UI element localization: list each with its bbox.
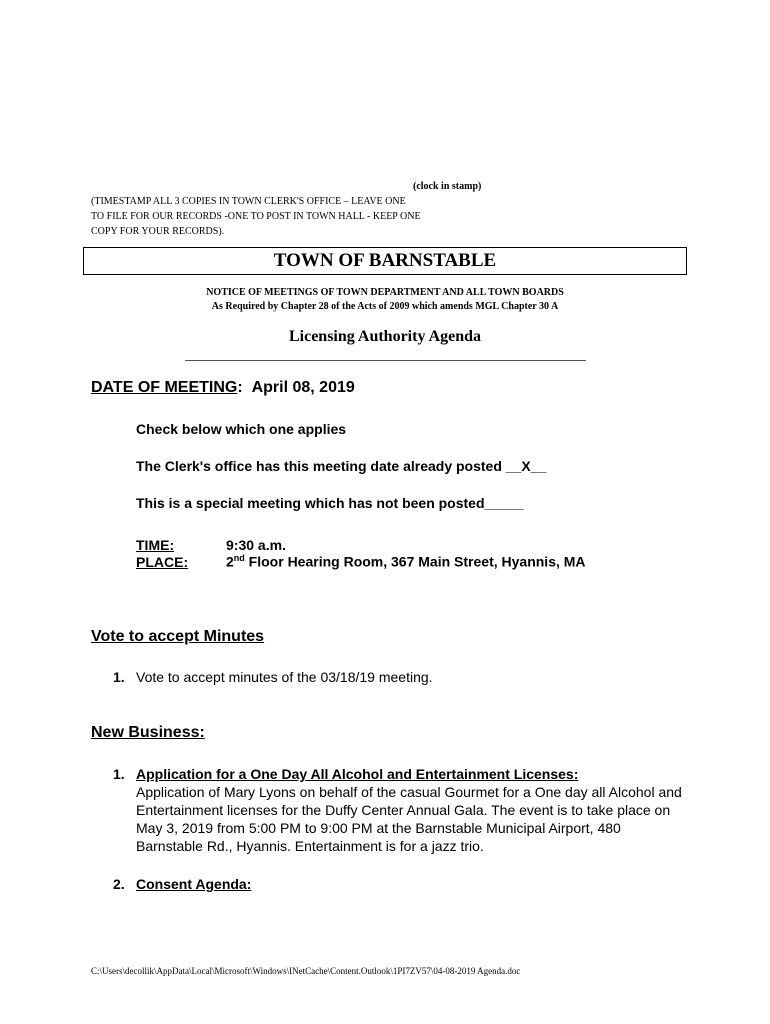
business-item-1-title xyxy=(136,766,578,782)
business-item-1-description: Application of Mary Lyons on behalf of the casual Gourmet for a One day all Alcohol and Entertainment licenses for the Duffy Center Annual Gala. The event is to take place on May 3, 2019 from 5:00 PM to 9:00 PM at the Barnstable Municipal Airport, 480 Barnstable Rd., Hyannis. Entertainment is for a jazz trio. xyxy=(136,784,682,854)
business-item-2-title-text: Consent Agenda: xyxy=(136,876,252,892)
business-item-1-title-text: Application for a One Day All Alcohol and Entertainment Licenses: xyxy=(136,766,579,782)
meeting-date xyxy=(91,379,355,397)
place-floor-suffix: nd xyxy=(233,553,245,563)
meeting-date-value: April 08, 2019 xyxy=(251,379,355,396)
business-item-1-number: 1. xyxy=(113,766,125,782)
timestamp-instructions: (TIMESTAMP ALL 3 COPIES IN TOWN CLERK'S OFFICE – LEAVE ONE TO FILE FOR OUR RECORDS -ONE TO POST IN TOWN HALL - KEEP ONE COPY FOR YOUR RECORDS). xyxy=(91,196,421,237)
meeting-date-separator: : xyxy=(237,379,243,396)
place-address: Floor Hearing Room, 367 Main Street, Hyannis, MA xyxy=(244,553,586,570)
footer-file-path: C:\Users\decollik\AppData\Local\Microsoft\Windows\INetCache\Content.Outlook\1PI7ZV57\04-08-2019 Agenda.doc xyxy=(91,966,521,976)
check-instruction: Check below which one applies xyxy=(136,421,347,437)
business-item-2-title xyxy=(136,876,251,892)
page-title: TOWN OF BARNSTABLE xyxy=(83,247,687,275)
place-label: PLACE: xyxy=(136,554,189,570)
already-posted-line: The Clerk's office has this meeting date already posted __X__ xyxy=(136,458,547,474)
agenda-divider xyxy=(185,360,586,361)
vote-item-text: Vote to accept minutes of the 03/18/19 meeting. xyxy=(136,669,433,685)
time-value: 9:30 a.m. xyxy=(226,537,286,553)
place-floor-number: 2 xyxy=(226,553,234,570)
notice-line-1: NOTICE OF MEETINGS OF TOWN DEPARTMENT AND ALL TOWN BOARDS xyxy=(206,287,564,298)
notice-line-2: As Required by Chapter 28 of the Acts of 2009 which amends MGL Chapter 30 A xyxy=(211,301,559,312)
place-value xyxy=(226,553,586,570)
business-item-2-number: 2. xyxy=(113,876,125,892)
new-business-heading: New Business: xyxy=(91,724,205,741)
vote-section-heading: Vote to accept Minutes xyxy=(91,628,265,645)
time-label: TIME: xyxy=(136,537,175,553)
meeting-date-label: DATE OF MEETING xyxy=(91,379,238,396)
vote-item-number: 1. xyxy=(113,669,125,685)
special-meeting-line: This is a special meeting which has not been posted_____ xyxy=(136,495,524,511)
clock-in-stamp-label: (clock in stamp) xyxy=(413,181,482,192)
agenda-title: Licensing Authority Agenda xyxy=(288,328,482,345)
